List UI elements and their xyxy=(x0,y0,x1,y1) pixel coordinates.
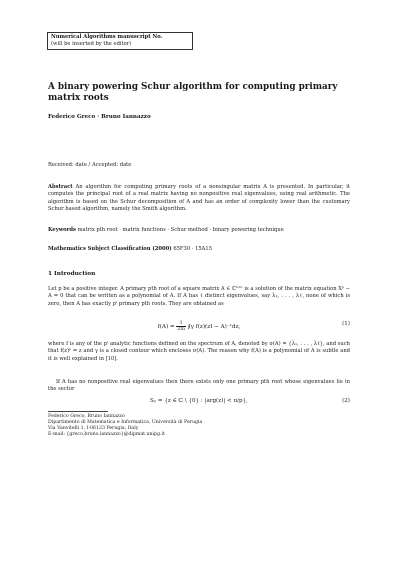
journal-name: Numerical Algorithms manuscript No. xyxy=(51,34,163,40)
equation-1-denominator: 2πi xyxy=(177,327,185,332)
intro-paragraph-1: Let p be a positive integer. A primary pth root of a square matrix A ∈ ℂⁿˣⁿ is a solution of the matrix equation Xᵖ − A = 0 that can be written as a polynomial of A. If A has ℓ distinct eigenvalues, say λ₁, . . . , λℓ, none of which is zero, then A has exactly pˡ primary pth roots. They are obtained as xyxy=(48,286,350,307)
equation-2-body: Sₚ = {z ∈ ℂ \ {0} : |arg(z)| < π/p}, xyxy=(150,398,248,404)
equation-1-lhs: f(A) = xyxy=(157,324,175,330)
abstract xyxy=(48,184,350,214)
keywords xyxy=(48,227,350,234)
abstract-label: Abstract xyxy=(48,184,73,190)
equation-2-number: (2) xyxy=(342,398,350,404)
section-heading: 1 Introduction xyxy=(48,271,96,277)
msc-text: 65F30 · 15A15 xyxy=(173,246,213,252)
journal-note: (will be inserted by the editor) xyxy=(51,41,132,47)
footnote-rule xyxy=(48,411,108,412)
msc-label: Mathematics Subject Classification (2000) xyxy=(48,246,172,252)
affiliation-email: E-mail: {greco,bruno.iannazzo}@dipmat.unipg.it xyxy=(48,432,165,437)
abstract-text: An algorithm for computing primary roots of a nonsingular matrix A is presented. In particular, it computes the principal root of a real matrix having no nonpositive real eigenvalues, using real arithmetic. The algorithm is based on the Schur decomposition of A and has an order of complexity lower than the customary Schur based algorithm, namely the Smith algorithm. xyxy=(48,184,350,213)
equation-1-body xyxy=(48,321,350,332)
keywords-text: matrix pth root · matrix functions · Schur method · binary powering technique xyxy=(77,227,284,233)
paper-title: A binary powering Schur algorithm for computing primary matrix roots xyxy=(48,82,338,103)
received-date: Received: date / Accepted: date xyxy=(48,162,132,168)
msc-classification xyxy=(48,246,350,253)
paper-authors: Federico Greco · Bruno Iannazzo xyxy=(48,114,151,120)
equation-1 xyxy=(48,318,350,332)
equation-1-number: (1) xyxy=(342,321,350,327)
affiliation-names: Federico Greco, Bruno Iannazzo xyxy=(48,414,125,419)
keywords-label: Keywords xyxy=(48,227,76,233)
equation-2 xyxy=(48,395,350,409)
author-affiliation xyxy=(48,414,350,438)
affiliation-address: Via Vanvitelli 1, I-06123 Perugia, Italy xyxy=(48,426,139,431)
equation-1-fraction xyxy=(176,321,185,332)
equation-1-rhs: ∮γ f(z)(zI − A)⁻¹dz, xyxy=(187,324,241,330)
journal-header-box xyxy=(47,32,193,50)
equation-1-numerator: 1 xyxy=(176,321,185,327)
intro-paragraph-3: If A has no nonpositive real eigenvalues then there exists only one primary pth root whose eigenvalues lie in the sector xyxy=(48,379,350,393)
affiliation-department: Dipartimento di Matematica e Informatica, Università di Perugia xyxy=(48,420,203,425)
intro-paragraph-2: where f is any of the pˡ analytic functions defined on the spectrum of A, denoted by σ(A) = {λ₁, . . . , λℓ}, and such that f(z)ᵖ = z and γ is a closed contour which encloses σ(A). The reason why f(A) is a polynomial of A is subtle and it is well explained in [10]. xyxy=(48,341,350,362)
